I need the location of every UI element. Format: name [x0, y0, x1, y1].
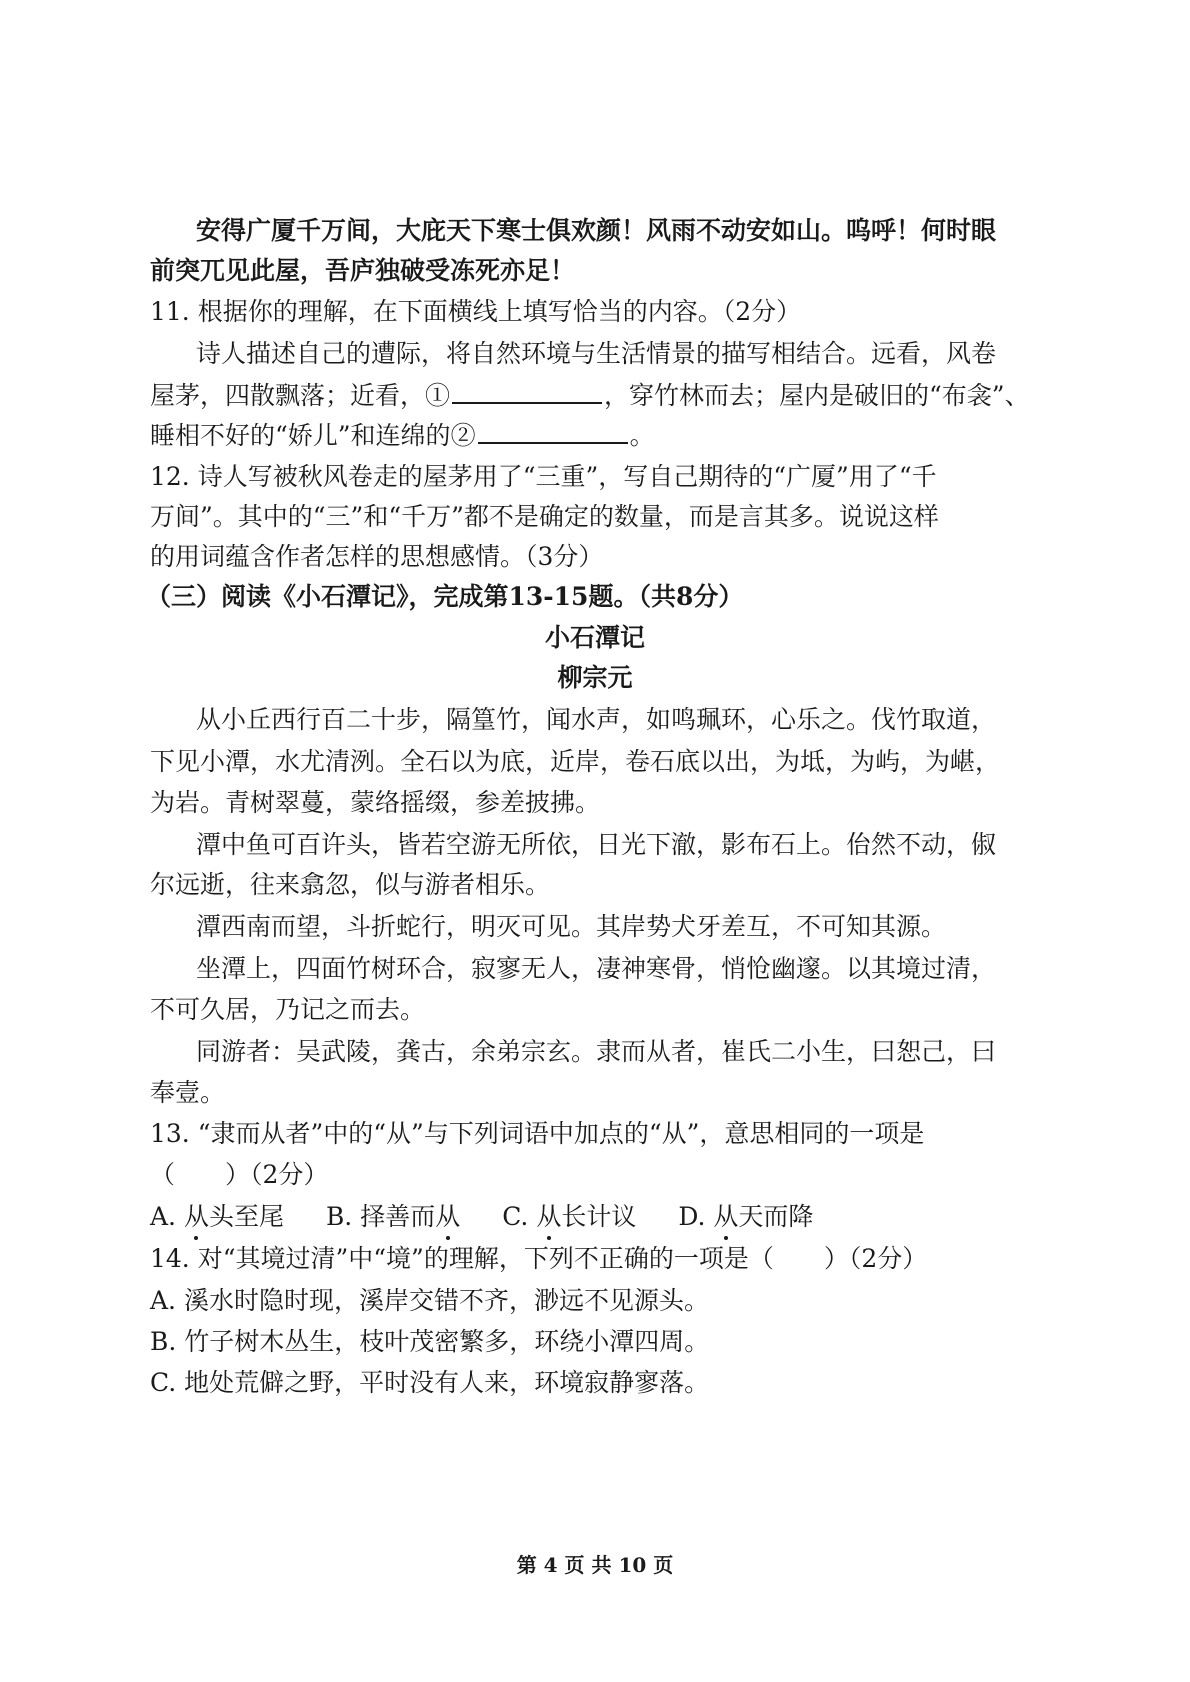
essay-line: 坐潭上，四面竹树环合，寂寥无人，凄神寒骨，悄怆幽邃。以其境过清， — [196, 954, 997, 983]
poem-line-1: 安得广厦千万间，大庇天下寒士俱欢颜！风雨不动安如山。呜呼！何时眼 — [196, 216, 997, 245]
section-heading: （三）阅读《小石潭记》，完成第13-15题。（共8分） — [146, 582, 744, 611]
essay-author: 柳宗元 — [557, 663, 633, 692]
option-letter: D. — [678, 1202, 714, 1231]
q11-text: ，穿竹林而去；屋内是破旧的“布衾”、 — [604, 381, 1030, 410]
q13-stem: 13. “隶而从者”中的“从”与下列词语中加点的“从”，意思相同的一项是 — [150, 1119, 925, 1148]
q12-line-1: 12. 诗人写被秋风卷走的屋茅用了“三重”，写自己期待的“广厦”用了“千 — [150, 462, 937, 491]
essay-line: 奉壹。 — [150, 1078, 226, 1107]
option-text: 长计议 — [561, 1202, 637, 1231]
q11-passage-line-3 — [150, 418, 655, 453]
essay-title: 小石潭记 — [544, 623, 645, 652]
q11-text: 睡相不好的“娇儿”和连绵的② — [150, 421, 476, 450]
q13-options — [150, 1200, 847, 1234]
essay-line: 尔远逝，往来翕忽，似与游者相乐。 — [150, 870, 551, 899]
q14-option-b: B. 竹子树木丛生，枝叶茂密繁多，环绕小潭四周。 — [150, 1327, 710, 1356]
q12-line-2: 万间”。其中的“三”和“千万”都不是确定的数量，而是言其多。说说这样 — [150, 502, 939, 531]
essay-line: 同游者：吴武陵，龚古，余弟宗玄。隶而从者，崔氏二小生，曰恕己，曰 — [196, 1037, 997, 1066]
option-text: 天而降 — [738, 1202, 814, 1231]
page-footer: 第 4 页 共 10 页 — [516, 1553, 674, 1577]
q11-passage-line-2 — [150, 378, 1030, 413]
q14-stem: 14. 对“其境过清”中“境”的理解，下列不正确的一项是（ ）（2分） — [150, 1244, 928, 1273]
option-letter: B. — [325, 1202, 361, 1231]
option-text: 头至尾 — [208, 1202, 284, 1231]
q13-option-b — [326, 1200, 460, 1234]
poem-line-2: 前突兀见此屋，吾庐独破受冻死亦足！ — [150, 256, 576, 285]
q13-option-c — [502, 1200, 636, 1234]
emphasized-char: 从 — [536, 1200, 561, 1234]
q11-stem: 11. 根据你的理解，在下面横线上填写恰当的内容。（2分） — [150, 297, 802, 326]
q13-option-d — [678, 1200, 813, 1234]
emphasized-char: 从 — [713, 1200, 738, 1234]
essay-line: 下见小潭，水尤清洌。全石以为底，近岸，卷石底以出，为坻，为屿，为嵁， — [150, 747, 1001, 776]
q11-text: 。 — [629, 421, 655, 450]
blank-1 — [452, 378, 602, 404]
q11-passage-line-1: 诗人描述自己的遭际，将自然环境与生活情景的描写相结合。远看，风卷 — [196, 339, 997, 368]
q12-line-3: 的用词蕴含作者怎样的思想感情。（3分） — [150, 542, 604, 571]
essay-line: 为岩。青树翠蔓，蒙络摇缀，参差披拂。 — [150, 788, 601, 817]
essay-line: 潭中鱼可百许头，皆若空游无所依，日光下澈，影布石上。佁然不动，俶 — [196, 830, 997, 859]
q13-option-a — [150, 1200, 284, 1234]
essay-line: 不可久居，乃记之而去。 — [150, 995, 426, 1024]
option-letter: A. — [150, 1202, 184, 1231]
option-letter: C. — [502, 1202, 537, 1231]
q14-option-a: A. 溪水时隐时现，溪岸交错不齐，渺远不见源头。 — [150, 1286, 709, 1315]
option-text: 择善而 — [360, 1202, 436, 1231]
q14-option-c: C. 地处荒僻之野，平时没有人来，环境寂静寥落。 — [150, 1368, 710, 1397]
emphasized-char: 从 — [435, 1200, 460, 1234]
q11-text: 屋茅，四散飘落；近看，① — [150, 381, 451, 410]
blank-2 — [478, 418, 628, 444]
essay-line: 潭西南而望，斗折蛇行，明灭可见。其岸势犬牙差互，不可知其源。 — [196, 912, 947, 941]
q13-answer-paren: （ ）（2分） — [150, 1160, 329, 1189]
emphasized-char: 从 — [184, 1200, 209, 1234]
essay-line: 从小丘西行百二十步，隔篁竹，闻水声，如鸣珮环，心乐之。伐竹取道， — [196, 705, 997, 734]
